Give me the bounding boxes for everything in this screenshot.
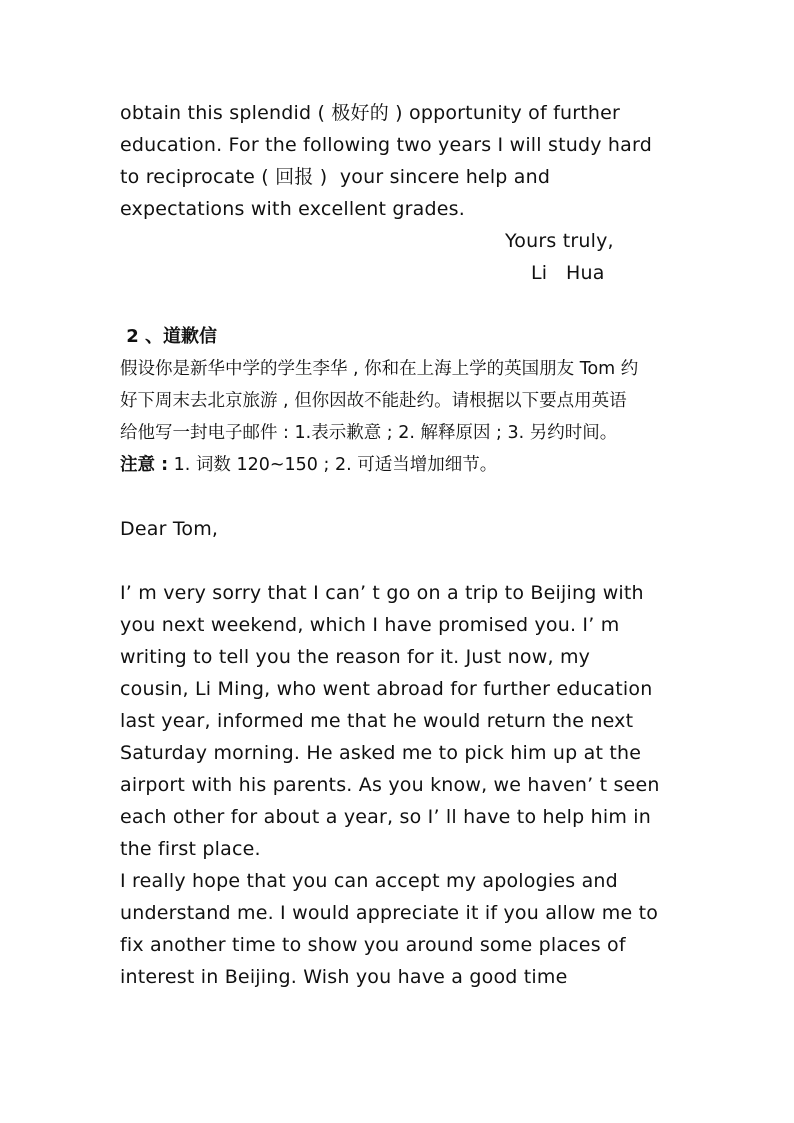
note-text: 1. 词数 120~150 ; 2. 可适当增加细节。 xyxy=(168,455,498,475)
letter1-closing: Yours truly, xyxy=(505,230,614,252)
letter2-line-12: fix another time to show you around some places of xyxy=(120,934,626,956)
letter2-line-10: I really hope that you can accept my apologies and xyxy=(120,870,618,892)
letter1-line-4: expectations with excellent grades. xyxy=(120,198,465,220)
letter2-line-9: the first place. xyxy=(120,838,261,860)
letter2-line-2: you next weekend, which I have promised you. I’ m xyxy=(120,614,620,636)
letter1-line-1: obtain this splendid ( 极好的 ) opportunity of further xyxy=(120,102,621,124)
prompt-line-1: 假设你是新华中学的学生李华 , 你和在上海上学的英国朋友 Tom 约 xyxy=(120,359,639,379)
letter2-line-3: writing to tell you the reason for it. Just now, my xyxy=(120,646,591,668)
prompt-line-3: 给他写一封电子邮件 : 1.表示歉意 ; 2. 解释原因 ; 3. 另约时间。 xyxy=(120,423,618,443)
letter2-line-8: each other for about a year, so I’ ll have to help him in xyxy=(120,806,652,828)
letter2-line-4: cousin, Li Ming, who went abroad for further education xyxy=(120,678,653,700)
letter2-line-13: interest in Beijing. Wish you have a good time xyxy=(120,966,568,988)
letter2-line-5: last year, informed me that he would return the next xyxy=(120,710,634,732)
note-label: 注意 : xyxy=(120,455,169,475)
section2-heading: 2 、道歉信 xyxy=(120,326,218,347)
letter2-salutation: Dear Tom, xyxy=(120,518,219,540)
letter1-line-3: to reciprocate ( 回报 ) your sincere help and xyxy=(120,166,551,188)
letter2-line-11: understand me. I would appreciate it if you allow me to xyxy=(120,902,659,924)
letter1-line-2: education. For the following two years I will study hard xyxy=(120,134,652,156)
letter2-line-1: I’ m very sorry that I can’ t go on a trip to Beijing with xyxy=(120,582,644,604)
letter1-signature: Li Hua xyxy=(531,262,605,284)
letter2-line-7: airport with his parents. As you know, we haven’ t seen xyxy=(120,774,660,796)
prompt-line-2: 好下周末去北京旅游 , 但你因故不能赴约。请根据以下要点用英语 xyxy=(120,391,627,411)
letter2-line-6: Saturday morning. He asked me to pick him up at the xyxy=(120,742,642,764)
note-line xyxy=(120,453,497,477)
